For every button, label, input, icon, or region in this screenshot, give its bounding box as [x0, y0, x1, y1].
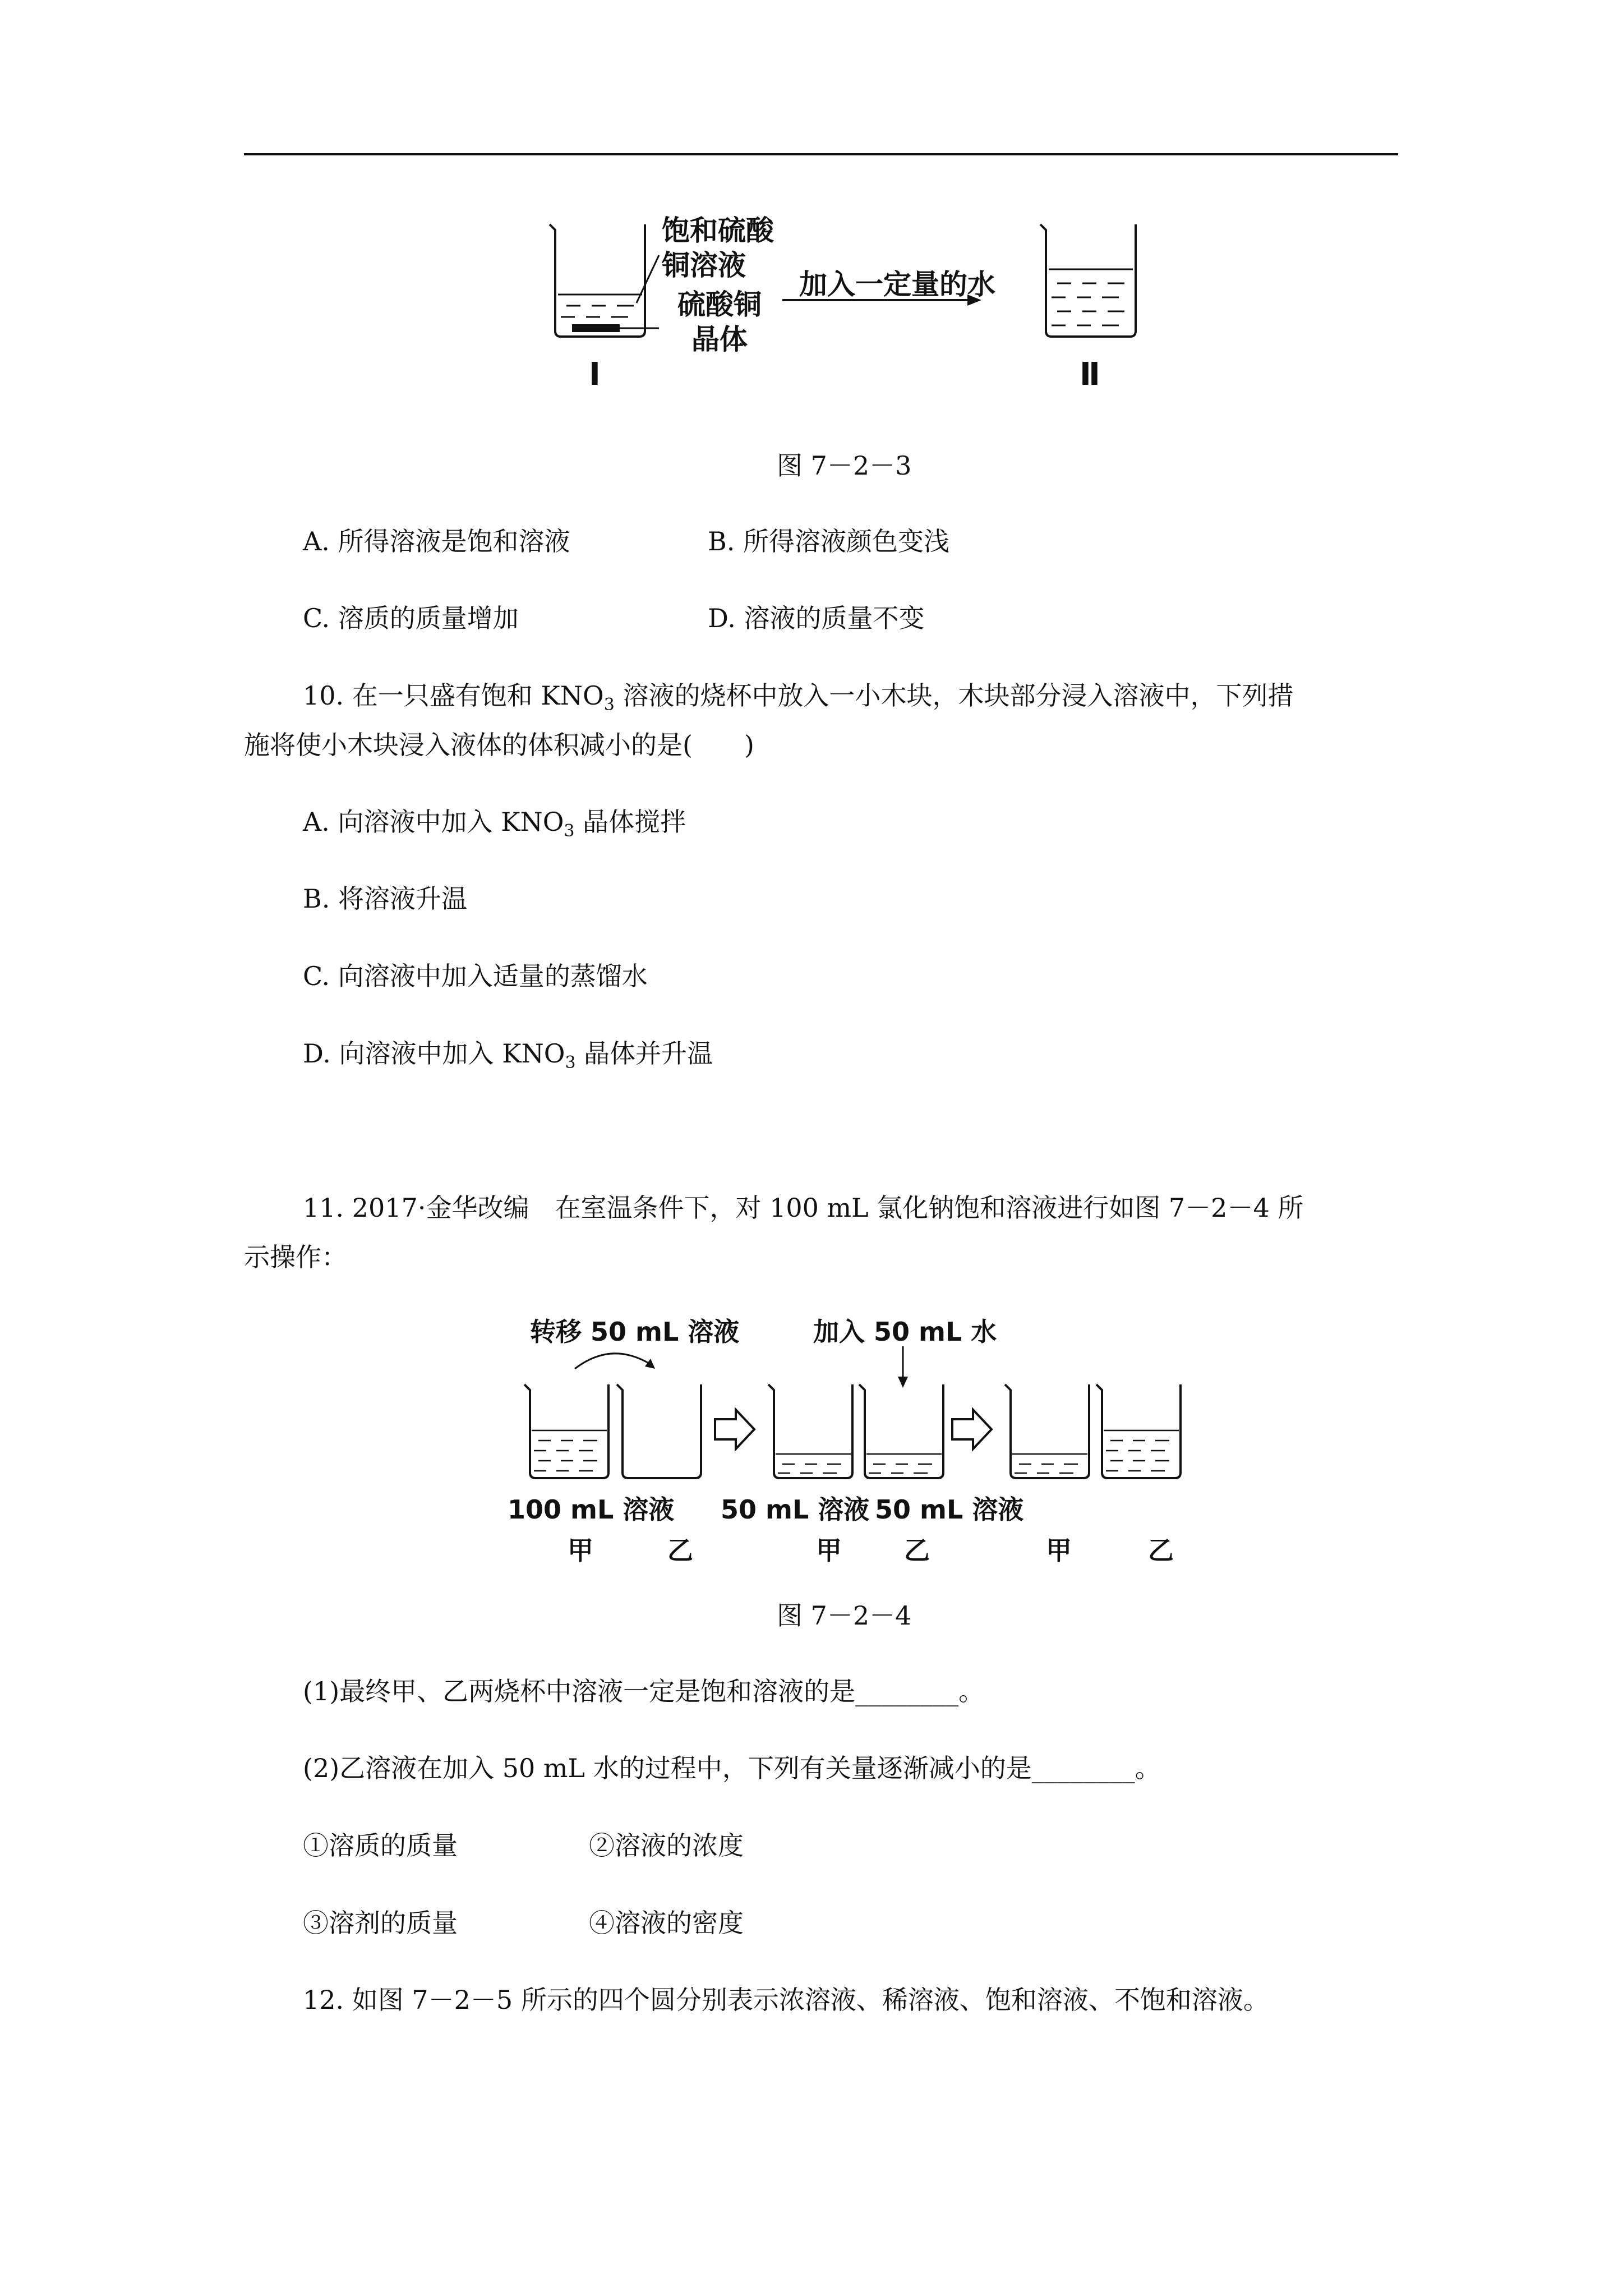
beaker-1 [550, 224, 645, 337]
figure-7-2-4-caption: 图 7－2－4 [777, 1600, 912, 1631]
beaker-yi-final [1096, 1384, 1181, 1478]
figure-7-2-4 [516, 1329, 1217, 1498]
q11-option-2: ②溶液的浓度 [589, 1830, 744, 1861]
label-50ml-solution-b: 50 mL 溶液 [875, 1494, 1024, 1525]
label-yi-2: 乙 [904, 1535, 930, 1566]
label-jia-3: 甲 [1046, 1535, 1072, 1566]
beaker-jia-final [1005, 1384, 1089, 1478]
q11-stem-line1: 11. 2017·金华改编 在室温条件下，对 100 mL 氯化钠饱和溶液进行如图 7－2－4 所 [303, 1193, 1304, 1223]
q10-option-b: B. 将溶液升温 [303, 884, 468, 914]
step-arrow-2 [952, 1410, 992, 1449]
transfer-curved-arrow [575, 1354, 651, 1369]
crystal-deposit [572, 324, 620, 332]
q11-option-1: ①溶质的质量 [303, 1830, 458, 1861]
q11-stem-line2: 示操作： [244, 1242, 347, 1272]
label-crystal: 硫酸铜 晶体 [677, 288, 762, 356]
q10-option-a: A. 向溶液中加入 $KNO_3$ 晶体搅拌 [303, 807, 686, 841]
step-arrow-1 [715, 1410, 754, 1449]
q9-option-b: B. 所得溶液颜色变浅 [708, 526, 950, 556]
leader-line-solution [637, 255, 659, 303]
beaker-yi-50ml [859, 1384, 943, 1478]
label-yi-3: 乙 [1148, 1535, 1174, 1566]
q10-stem-line2: 施将使小木块浸入液体的体积减小的是( ) [244, 730, 754, 760]
arrow-label: 加入一定量的水 [799, 268, 995, 301]
q11-sub1: (1)最终甲、乙两烧杯中溶液一定是饱和溶液的是________。 [303, 1676, 985, 1706]
add-water-arrowhead [898, 1377, 908, 1388]
q10-option-c: C. 向溶液中加入适量的蒸馏水 [303, 961, 648, 991]
beaker-1-roman: Ⅰ [589, 356, 601, 393]
label-add-water-50ml: 加入 50 mL 水 [813, 1317, 997, 1347]
label-transfer-50ml: 转移 50 mL 溶液 [530, 1317, 740, 1347]
q9-option-c: C. 溶质的质量增加 [303, 603, 519, 633]
transfer-arrowhead [645, 1359, 655, 1369]
beaker-2-roman: Ⅱ [1080, 356, 1100, 393]
label-jia-2: 甲 [816, 1535, 842, 1566]
q11-sub2: (2)乙溶液在加入 50 mL 水的过程中，下列有关量逐渐减小的是________。 [303, 1753, 1161, 1783]
header-rule [244, 153, 1398, 155]
label-50ml-solution-a: 50 mL 溶液 [721, 1494, 870, 1525]
q10-stem-line1: 10. 在一只盛有饱和 $KNO_3$ 溶液的烧杯中放入一小木块，木块部分浸入溶液中，下列措 [303, 680, 1294, 715]
label-100ml-solution: 100 mL 溶液 [508, 1494, 675, 1525]
label-yi-1: 乙 [667, 1535, 693, 1566]
q10-option-d: D. 向溶液中加入 $KNO_3$ 晶体并升温 [303, 1038, 713, 1073]
figure-7-2-3 [538, 213, 1155, 404]
beaker-2 [1040, 224, 1136, 337]
q11-option-4: ④溶液的密度 [589, 1908, 744, 1938]
beaker-jia-50ml [768, 1384, 852, 1478]
q12-stem: 12. 如图 7－2－5 所示的四个圆分别表示浓溶液、稀溶液、饱和溶液、不饱和溶液。 [303, 1985, 1269, 2015]
beaker-yi-empty [617, 1384, 701, 1478]
label-saturated-solution: 饱和硫酸 铜溶液 [662, 214, 774, 282]
beaker-jia-100ml [524, 1384, 608, 1478]
beaker-1-liquid [558, 295, 642, 317]
q9-option-d: D. 溶液的质量不变 [708, 603, 925, 633]
beaker-2-liquid [1049, 269, 1133, 325]
label-jia-1: 甲 [568, 1535, 593, 1566]
figure-7-2-3-caption: 图 7－2－3 [777, 450, 912, 481]
q9-option-a: A. 所得溶液是饱和溶液 [303, 526, 570, 556]
q11-option-3: ③溶剂的质量 [303, 1908, 458, 1938]
